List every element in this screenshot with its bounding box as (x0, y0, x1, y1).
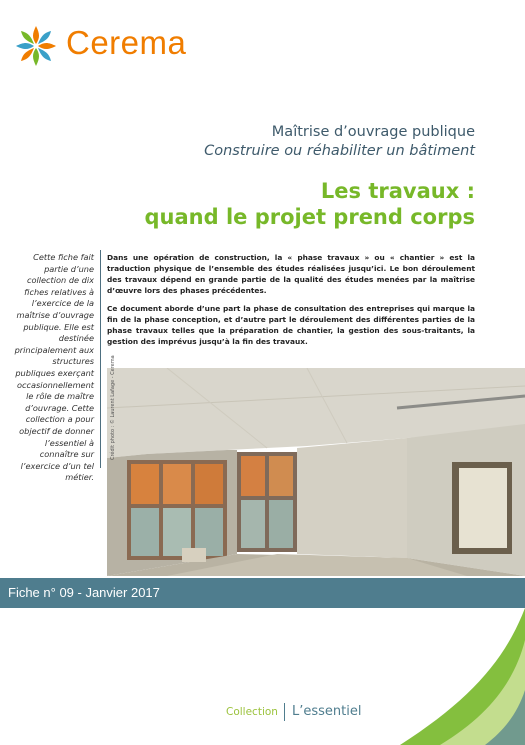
page-title-line2: quand le projet prend corps (144, 205, 475, 229)
collection-subtitle: Construire ou réhabiliter un bâtiment (204, 143, 475, 159)
fiche-number-date: Fiche n° 09 - Janvier 2017 (8, 585, 160, 600)
construction-photo-image (107, 368, 525, 576)
footer-collection-name: L’essentiel (292, 704, 362, 719)
collection-title: Maîtrise d’ouvrage publique (271, 124, 475, 140)
brand-name: Cerema (66, 24, 187, 61)
photo-credit: Crédit photo : © Laurent Lafage - Cerema (110, 355, 116, 460)
footer-collection-label: Collection (226, 706, 278, 718)
body-paragraph-2: Ce document aborde d’une part la phase de consultation des entreprises qui marque la fin de la phase conception, et d’autre part le déroulement des différentes parties de la phase travaux telles que la préparation de chantier, la gestion des sous-traitants, la gestion des imprévus jusqu’à la fin des travaux. (107, 304, 475, 346)
sidebar-intro: Cette fiche fait partie d’une collection de dix fiches relatives à l’exercice de la maîtrise d’ouvrage publique. Elle est destinée principalement aux structures publiques exerçant occasionnellement le rôle de maître d’ouvrage. Cette collection a pour objectif de donner l’essentiel à connaître sur l’exercice d’un tel métier. (14, 252, 94, 483)
sidebar-divider (100, 250, 101, 468)
body-text (107, 252, 475, 354)
cerema-logo-icon (14, 24, 58, 68)
page-title-line1: Les travaux : (320, 179, 475, 203)
footer-separator (284, 703, 285, 721)
construction-photo (107, 368, 525, 576)
cerema-logo (14, 20, 214, 70)
page-title (145, 178, 476, 230)
body-paragraph-1: Dans une opération de construction, la « phase travaux » ou « chantier » est la traduction physique de l’ensemble des études réalisées jusqu’ici. Le bon déroulement des travaux dépend en grande partie de la qualité des études menées par la maîtrise d’œuvre lors des phases précédentes. (107, 253, 475, 295)
